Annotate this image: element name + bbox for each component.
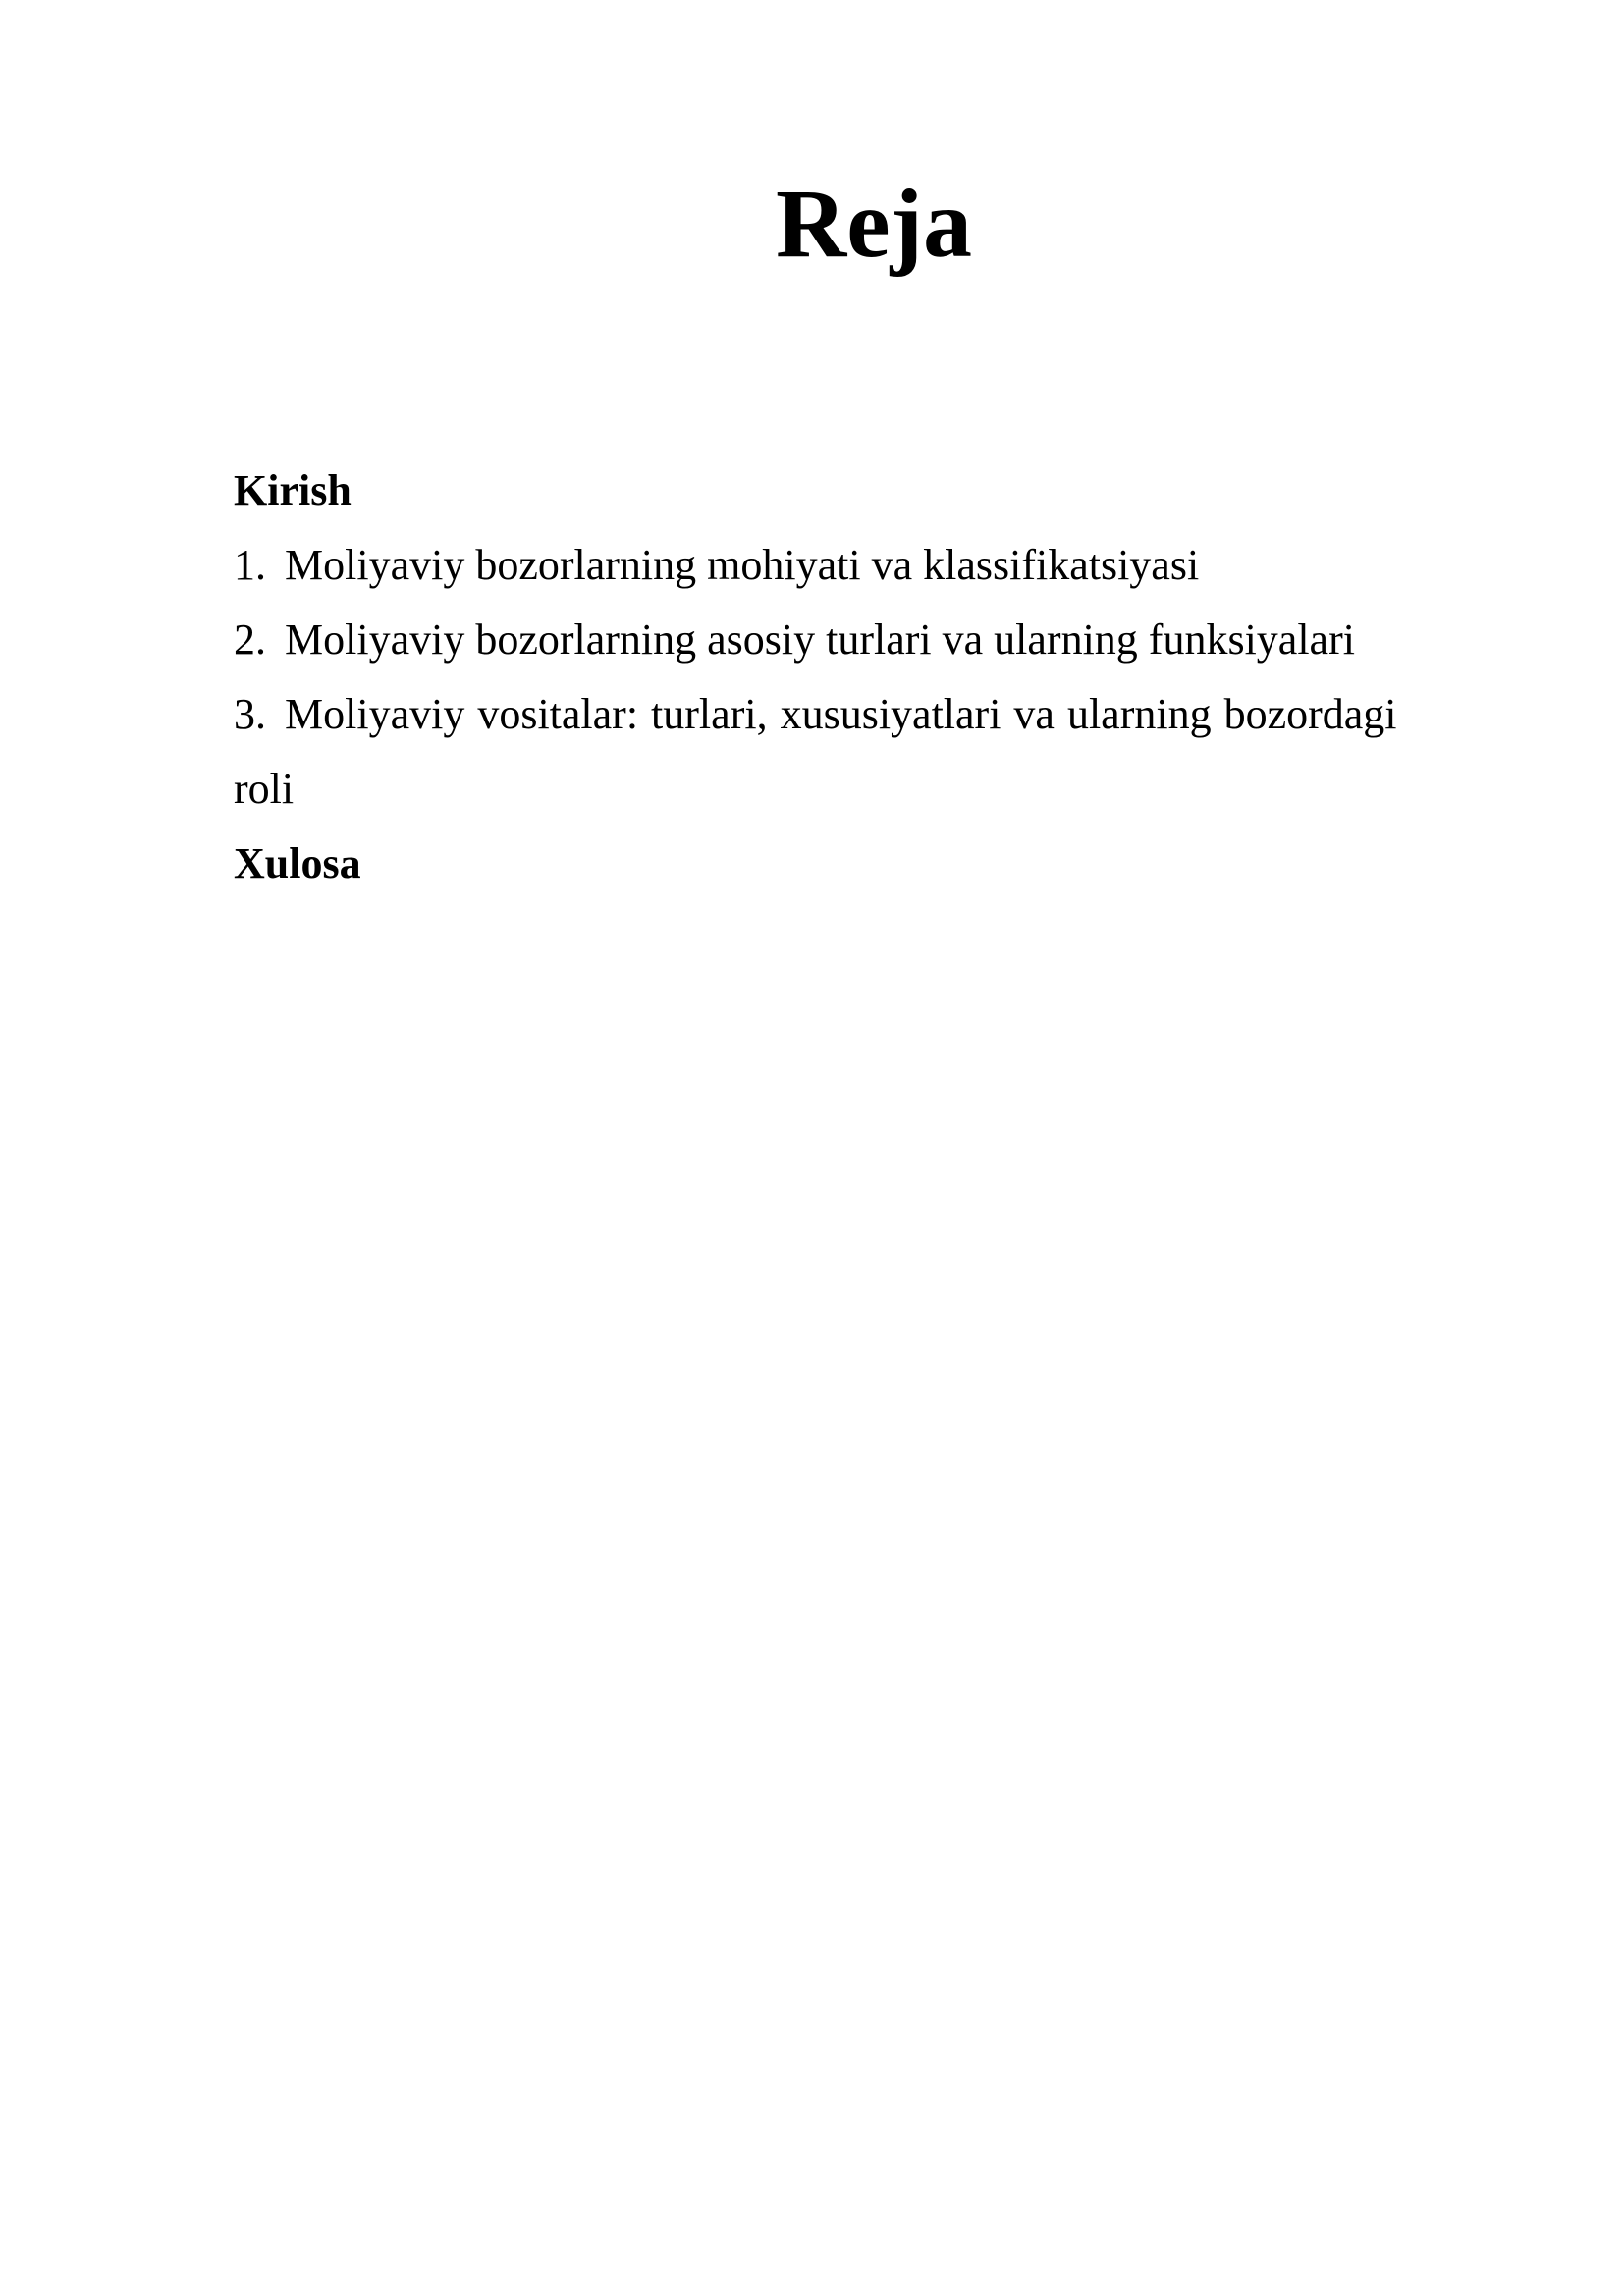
toc-item-1 <box>234 528 1500 603</box>
toc-item-text: Moliyaviy bozorlarning asosiy turlari va ularning funksiyalari <box>285 615 1355 664</box>
toc-item-3 <box>234 677 1500 827</box>
toc-item-number: 2. <box>234 615 266 664</box>
toc-item-text: Moliyaviy bozorlarning mohiyati va klassifikatsiyasi <box>285 541 1200 589</box>
toc-conclusion: Xulosa <box>234 839 361 887</box>
toc-item-number: 1. <box>234 541 266 589</box>
toc-item-number: 3. <box>234 690 266 738</box>
toc-item-2 <box>234 603 1500 677</box>
toc-intro: Kirish <box>234 466 352 514</box>
page-title: Reja <box>776 169 972 278</box>
toc-item-text-wrapper <box>234 677 1500 827</box>
toc-item-text-continuation: roli <box>234 765 295 813</box>
table-of-contents <box>234 454 1500 901</box>
toc-item-text: Moliyaviy vositalar: turlari, xususiyatlari va ularning bozordagi <box>285 690 1397 738</box>
